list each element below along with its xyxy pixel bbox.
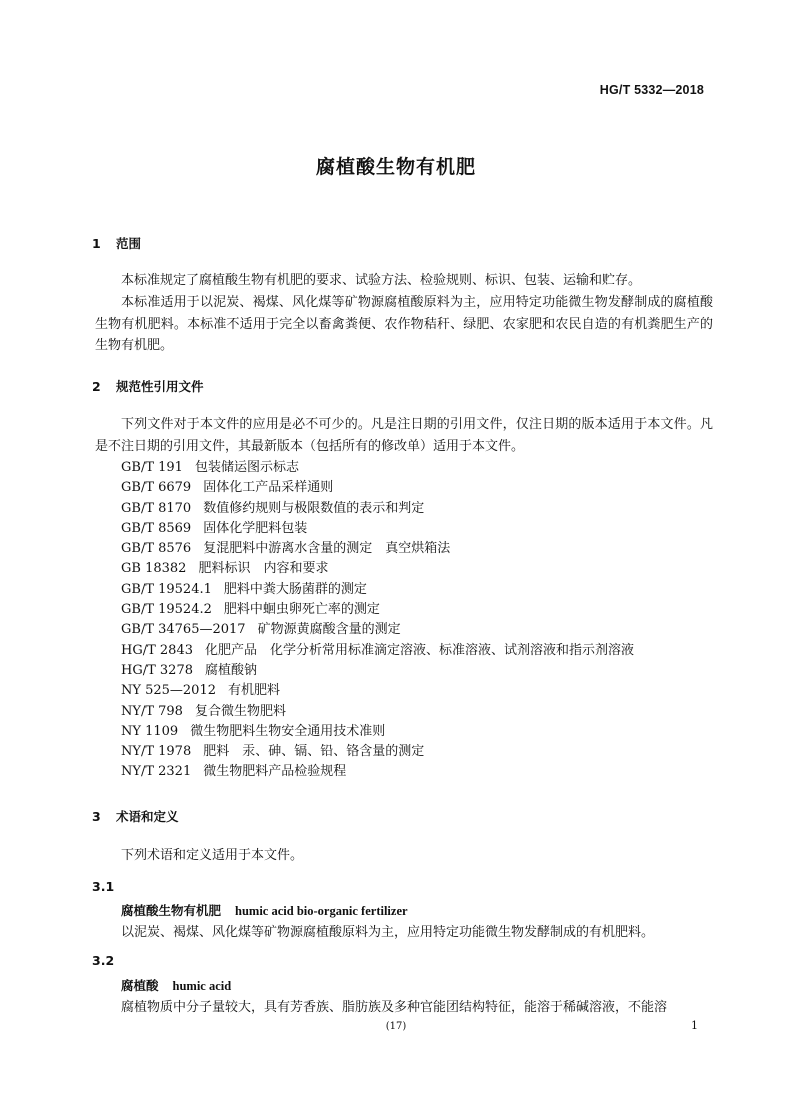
section-number: 3 (92, 809, 101, 824)
reference-item (121, 519, 721, 539)
reference-title: 固体化学肥料包装 (203, 520, 308, 536)
reference-code: GB/T 19524.2 (121, 602, 212, 618)
reference-item (121, 559, 721, 579)
reference-item (121, 478, 721, 498)
reference-code: GB/T 8569 (121, 520, 192, 536)
reference-item (121, 580, 721, 600)
reference-item (121, 458, 721, 478)
terms-intro: 下列术语和定义适用于本文件。 (121, 848, 304, 863)
term-name-zh: 腐植酸生物有机肥 (121, 903, 222, 918)
reference-title: 肥料中粪大肠菌群的测定 (223, 581, 367, 597)
term-definition: 以泥炭、褐煤、风化煤等矿物源腐植酸原料为主，应用特定功能微生物发酵制成的有机肥料。 (121, 925, 655, 940)
section-title: 术语和定义 (116, 809, 179, 824)
section-3-heading (92, 807, 179, 825)
reference-code: GB/T 8170 (121, 500, 192, 516)
term-name (121, 976, 231, 994)
reference-list (121, 458, 721, 783)
reference-code: GB 18382 (121, 561, 187, 577)
reference-item (121, 539, 721, 559)
reference-title: 有机肥料 (228, 683, 281, 699)
term-name (121, 901, 408, 919)
reference-item (121, 702, 721, 722)
reference-code: NY 525—2012 (121, 683, 216, 699)
reference-title: 矿物源黄腐酸含量的测定 (257, 622, 401, 638)
section-number: 2 (92, 379, 101, 394)
reference-code: NY 1109 (121, 723, 179, 739)
reference-code: HG/T 2843 (121, 642, 193, 658)
reference-title: 固体化工产品采样通则 (203, 480, 334, 496)
scope-paragraph-1: 本标准规定了腐植酸生物有机肥的要求、试验方法、检验规则、标识、包装、运输和贮存。 (121, 273, 642, 288)
reference-item (121, 722, 721, 742)
page-label: (17) (385, 1021, 407, 1032)
term-number: 3.2 (92, 953, 115, 968)
reference-title: 微生物肥料产品检验规程 (203, 764, 347, 780)
reference-title: 包装储运图示标志 (194, 460, 299, 475)
reference-item (121, 661, 721, 681)
section-2-heading (92, 377, 204, 395)
scope-paragraph-2: 本标准适用于以泥炭、褐煤、风化煤等矿物源腐植酸原料为主，应用特定功能微生物发酵制成的腐植酸生物有机肥料。本标准不适用于完全以畜禽粪便、农作物秸秆、绿肥、农家肥和农民自造的有机粪肥生产的生物有机肥。 (95, 295, 713, 353)
reference-code: NY/T 798 (121, 703, 183, 719)
reference-title: 数值修约规则与极限数值的表示和判定 (203, 500, 425, 516)
term-name-en: humic acid bio-organic fertilizer (235, 904, 408, 918)
section-number: 1 (92, 236, 101, 251)
term-definition: 腐植物质中分子量较大，具有芳香族、脂肪族及多种官能团结构特征，能溶于稀碱溶液，不能溶 (121, 1000, 668, 1015)
reference-title: 腐植酸钠 (205, 662, 258, 678)
reference-code: GB/T 19524.1 (121, 581, 212, 597)
document-title: 腐植酸生物有机肥 (315, 156, 476, 178)
reference-item (121, 681, 721, 701)
reference-code: GB/T 34765—2017 (121, 622, 246, 638)
section-title: 规范性引用文件 (116, 379, 204, 394)
page-number: 1 (691, 1019, 698, 1032)
reference-item (121, 620, 721, 640)
reference-item (121, 641, 721, 661)
reference-title: 肥料中蛔虫卵死亡率的测定 (223, 602, 380, 618)
reference-code: GB/T 191 (121, 460, 183, 475)
reference-title: 复合微生物肥料 (194, 703, 286, 719)
reference-code: NY/T 1978 (121, 744, 192, 760)
reference-code: HG/T 3278 (121, 662, 193, 678)
reference-title: 化肥产品 化学分析常用标准滴定溶液、标准溶液、试剂溶液和指示剂溶液 (205, 642, 635, 658)
reference-title: 肥料标识 内容和要求 (198, 561, 329, 577)
term-number: 3.1 (92, 879, 115, 894)
reference-title: 微生物肥料生物安全通用技术准则 (190, 723, 386, 739)
reference-title: 肥料 汞、砷、镉、铅、铬含量的测定 (203, 744, 425, 760)
reference-code: GB/T 6679 (121, 480, 192, 496)
term-name-zh: 腐植酸 (121, 978, 159, 993)
reference-code: GB/T 8576 (121, 541, 192, 557)
term-name-en: humic acid (172, 979, 232, 993)
refs-intro: 下列文件对于本文件的应用是必不可少的。凡是注日期的引用文件，仅注日期的版本适用于本文件。凡是不注日期的引用文件，其最新版本（包括所有的修改单）适用于本文件。 (95, 417, 713, 454)
section-title: 范围 (116, 236, 142, 251)
reference-item (121, 762, 721, 782)
standard-code: HG/T 5332—2018 (599, 83, 704, 97)
reference-item (121, 600, 721, 620)
section-1-heading (92, 234, 141, 252)
reference-item (121, 499, 721, 519)
reference-item (121, 742, 721, 762)
reference-title: 复混肥料中游离水含量的测定 真空烘箱法 (203, 541, 451, 557)
reference-code: NY/T 2321 (121, 764, 192, 780)
